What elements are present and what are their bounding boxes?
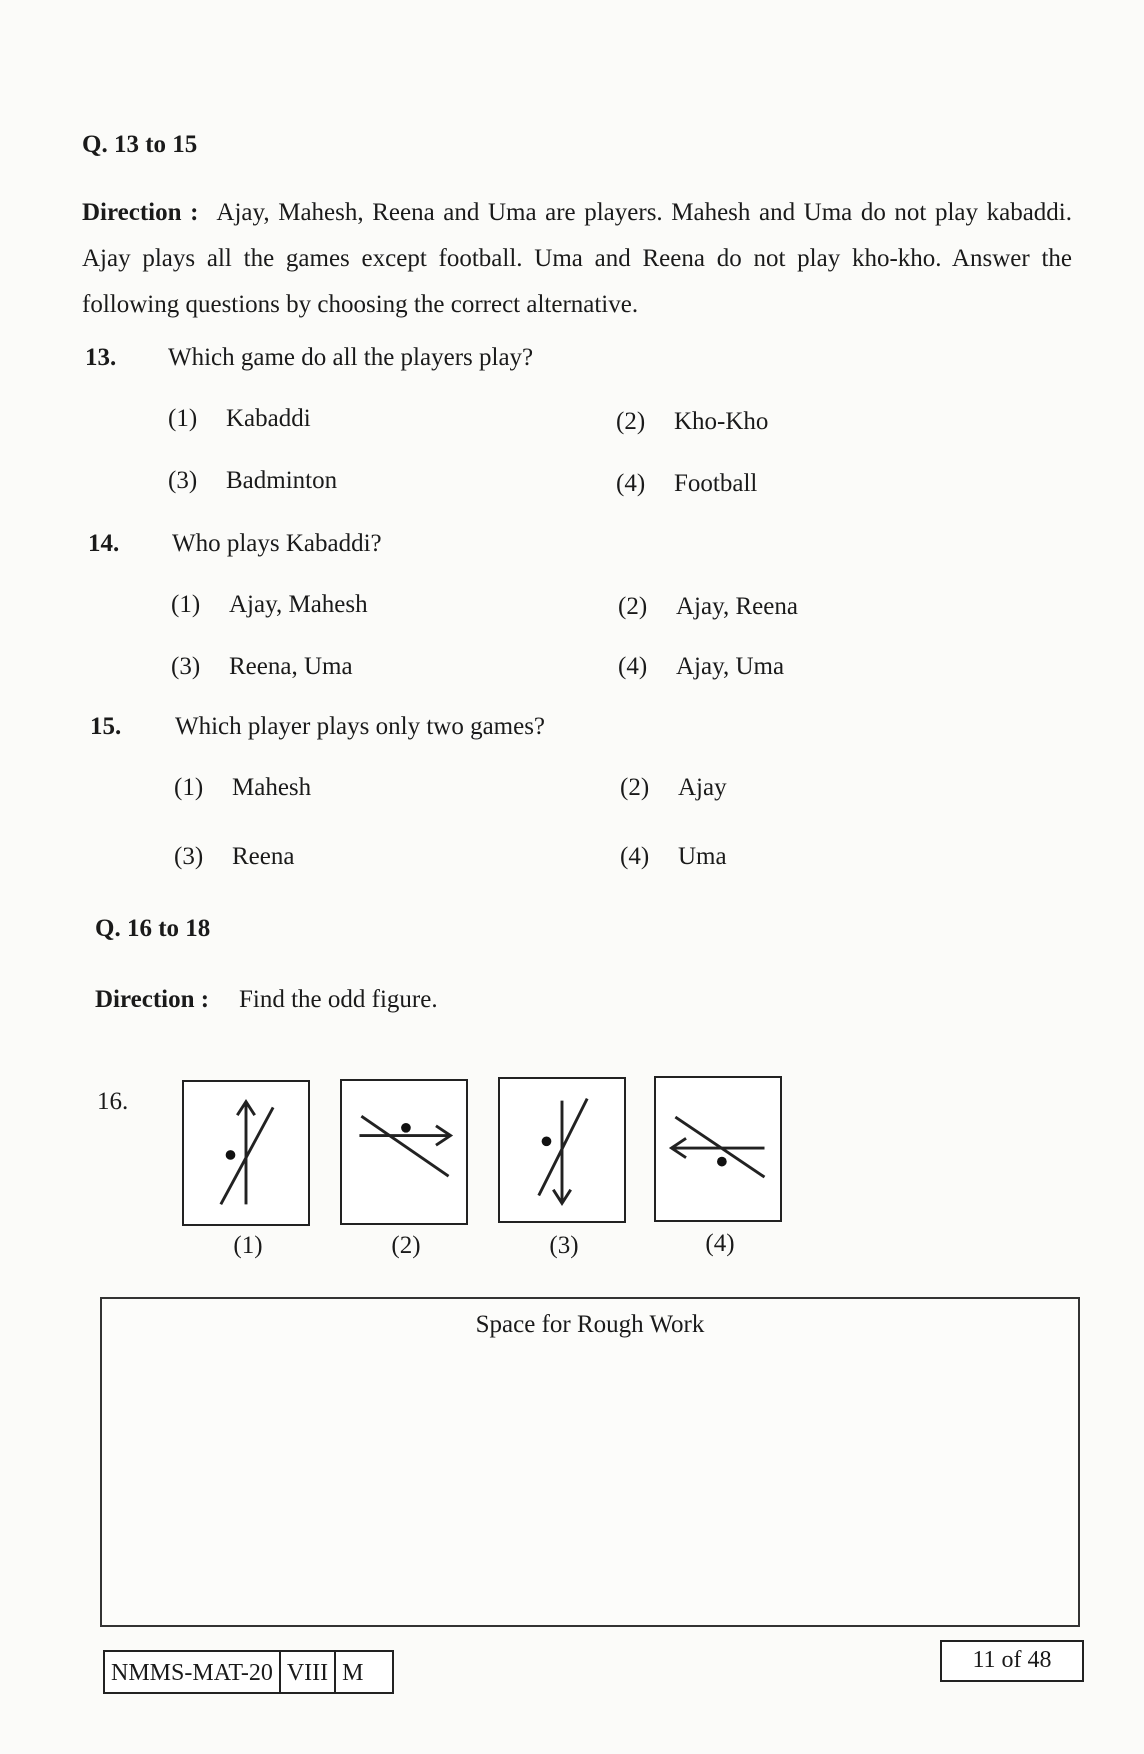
direction-text: Find the odd figure. <box>239 986 438 1013</box>
option-14-1[interactable] <box>171 591 368 619</box>
medium-code: M <box>342 1660 364 1686</box>
option-num: (2) <box>618 593 648 620</box>
figure-label-4: (4) <box>705 1230 735 1257</box>
option-13-4[interactable] <box>616 470 757 498</box>
question-number-15: 15. <box>90 713 122 740</box>
figure-2[interactable] <box>340 1079 468 1225</box>
option-14-4[interactable] <box>618 653 784 681</box>
option-num: (2) <box>616 408 646 435</box>
option-15-4[interactable] <box>620 843 727 871</box>
figure-4[interactable] <box>654 1076 782 1222</box>
section-heading-16-18: Q. 16 to 18 <box>95 915 211 942</box>
option-text: Reena, Uma <box>229 653 353 680</box>
figure-label-1: (1) <box>233 1232 263 1259</box>
option-15-2[interactable] <box>620 774 727 802</box>
figure-4-drawing <box>656 1078 780 1220</box>
option-num: (1) <box>168 405 198 432</box>
option-text: Ajay <box>678 774 727 801</box>
option-num: (1) <box>174 774 204 801</box>
direction-paragraph-1 <box>82 190 1072 328</box>
direction-label: Direction : <box>82 199 199 226</box>
option-num: (4) <box>616 470 646 497</box>
option-14-3[interactable] <box>171 653 353 681</box>
direction-label: Direction : <box>95 986 210 1013</box>
direction-line-2 <box>95 985 438 1015</box>
figure-1-drawing <box>184 1082 308 1224</box>
direction-text: Ajay, Mahesh, Reena and Uma are players. Mahesh and Uma do not play kabaddi. Ajay plays all the games except football. Uma and Reena do not play kho-kho. Answer the following questions by choosing the correct alternative. <box>82 199 1072 318</box>
option-15-1[interactable] <box>174 774 311 802</box>
rough-work-title: Space for Rough Work <box>475 1311 705 1338</box>
option-13-1[interactable] <box>168 405 311 433</box>
question-number-16: 16. <box>97 1088 129 1115</box>
question-text-14: Who plays Kabaddi? <box>172 530 382 557</box>
option-num: (3) <box>168 467 198 494</box>
option-text: Reena <box>232 843 295 870</box>
option-num: (2) <box>620 774 650 801</box>
option-13-3[interactable] <box>168 467 337 495</box>
class-code: VIII <box>281 1652 336 1692</box>
footer-paper-code <box>103 1650 394 1694</box>
option-text: Ajay, Reena <box>676 593 798 620</box>
option-text: Football <box>674 470 758 497</box>
figure-label-2: (2) <box>391 1232 421 1259</box>
section-heading-13-15: Q. 13 to 15 <box>82 131 198 158</box>
figure-3[interactable] <box>498 1077 626 1223</box>
option-13-2[interactable] <box>616 408 768 436</box>
option-num: (3) <box>171 653 201 680</box>
figure-label-3: (3) <box>549 1232 579 1259</box>
option-num: (1) <box>171 591 201 618</box>
option-num: (3) <box>174 843 204 870</box>
option-num: (4) <box>618 653 648 680</box>
option-text: Kho-Kho <box>674 408 769 435</box>
option-text: Badminton <box>226 467 338 494</box>
option-text: Kabaddi <box>226 405 311 432</box>
option-15-3[interactable] <box>174 843 294 871</box>
question-number-13: 13. <box>85 344 117 371</box>
question-text-15: Which player plays only two games? <box>175 713 546 740</box>
option-text: Ajay, Uma <box>676 653 785 680</box>
figure-1[interactable] <box>182 1080 310 1226</box>
option-text: Mahesh <box>232 774 312 801</box>
figure-3-drawing <box>500 1079 624 1221</box>
option-14-2[interactable] <box>618 593 798 621</box>
page-number: 11 of 48 <box>940 1640 1084 1682</box>
option-text: Ajay, Mahesh <box>229 591 368 618</box>
paper-code: NMMS-MAT-20 <box>105 1652 281 1692</box>
rough-work-area[interactable] <box>100 1297 1080 1627</box>
option-text: Uma <box>678 843 727 870</box>
question-number-14: 14. <box>88 530 120 557</box>
figure-2-drawing <box>342 1081 466 1223</box>
question-text-13: Which game do all the players play? <box>168 344 534 371</box>
option-num: (4) <box>620 843 650 870</box>
